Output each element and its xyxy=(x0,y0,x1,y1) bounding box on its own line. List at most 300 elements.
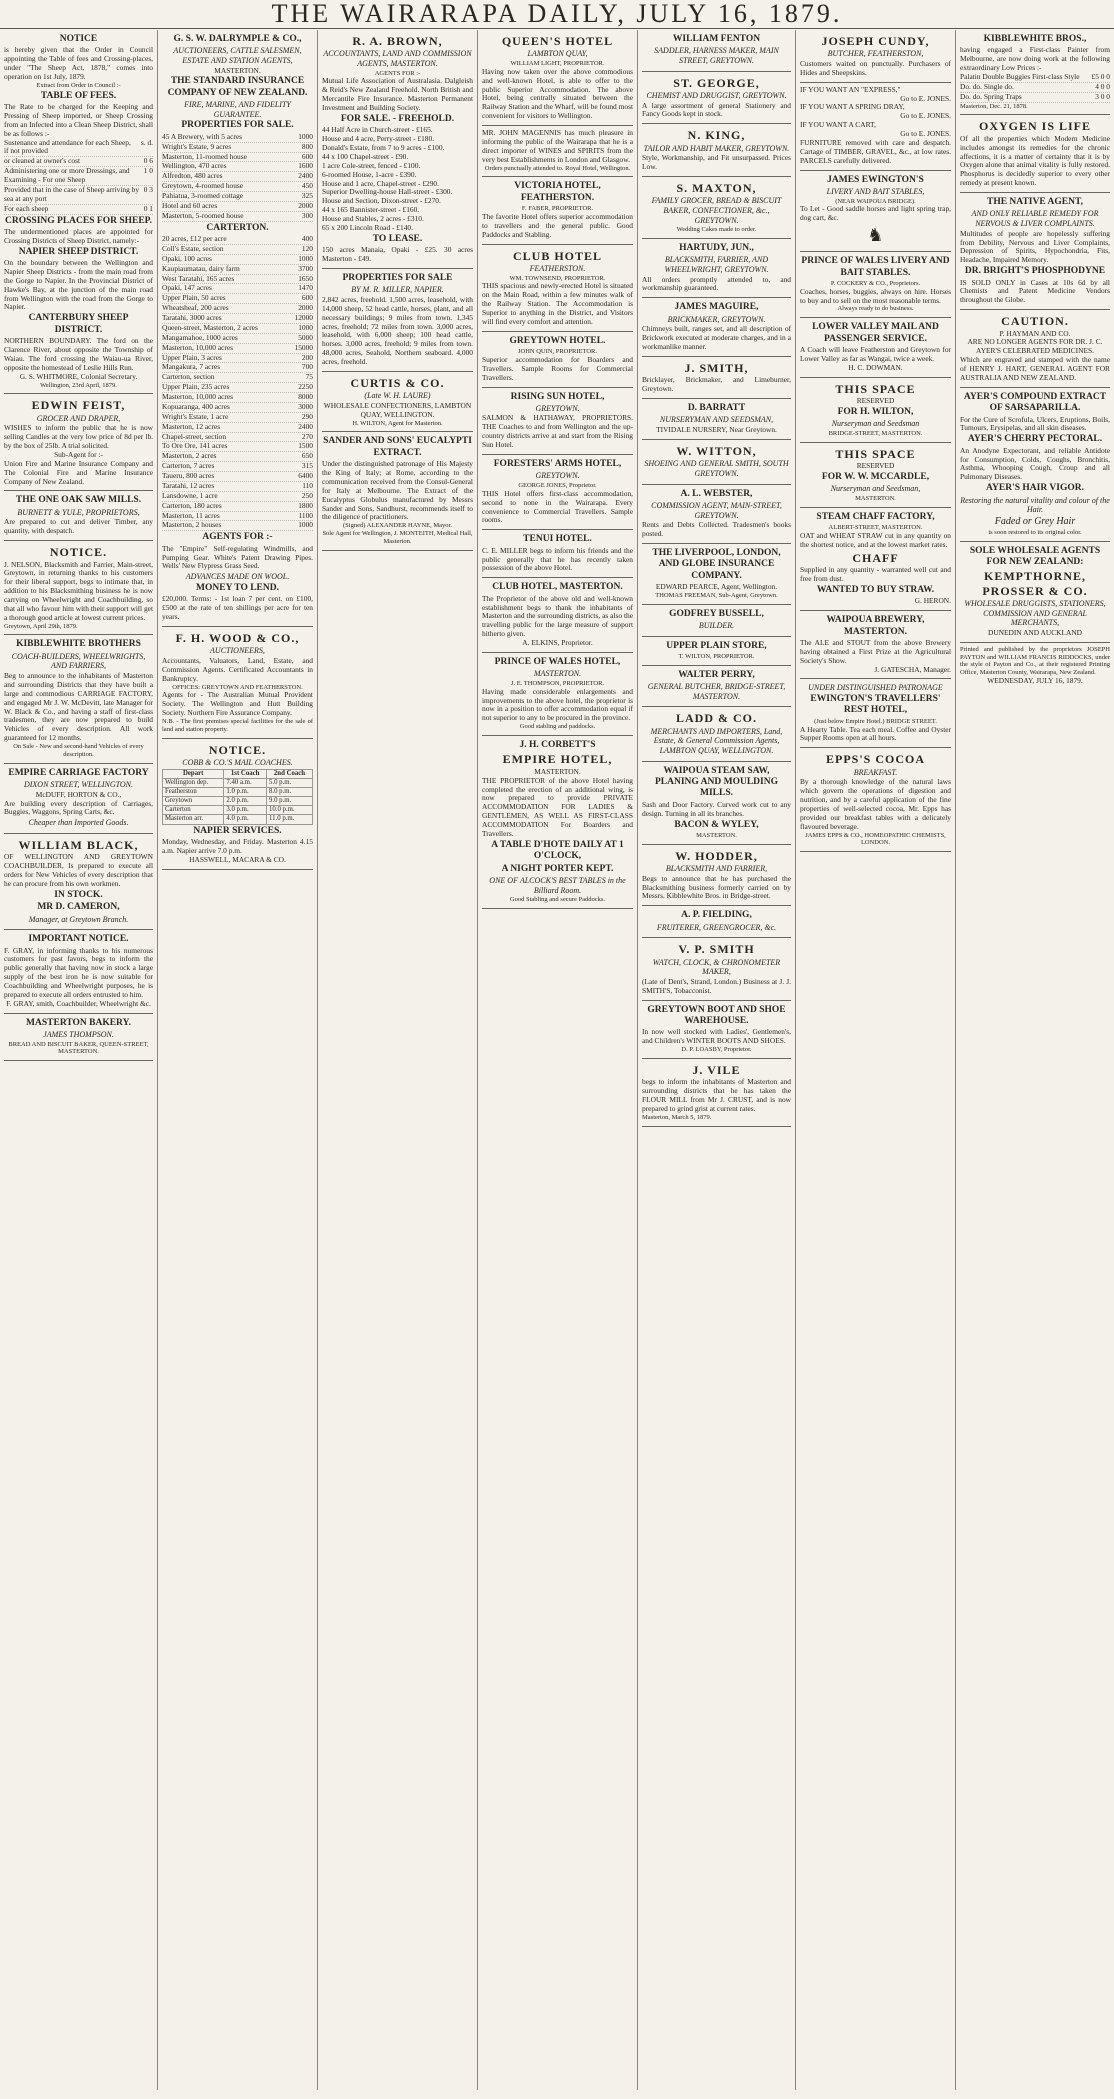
george-heading: ST. GEORGE, xyxy=(673,75,760,90)
club-prop: WM. TOWNSEND, PROPRIETOR. xyxy=(509,274,606,282)
witton-sub: SHOEING AND GENERAL SMITH, SOUTH GREYTOWN. xyxy=(644,459,789,478)
barratt-ad xyxy=(642,399,791,440)
space2-reserved: RESERVED xyxy=(856,461,895,471)
advances: ADVANCES MADE ON WOOL. xyxy=(185,572,290,582)
list-item: Masterton, 5-roomed house 300 xyxy=(162,210,313,220)
waipoua-heading: WAIPOUA STEAM SAW, PLANING AND MOULDING MILLS. xyxy=(655,765,778,799)
kempthorne-cities: DUNEDIN AND AUCKLAND xyxy=(987,627,1083,637)
express-line-2: IF YOU WANT A SPRING DRAY, xyxy=(800,102,905,112)
canterbury-heading: CANTERBURY SHEEP DISTRICT. xyxy=(28,313,129,335)
corbett-town: MASTERTON. xyxy=(534,766,581,776)
list-item: Masterton, 10,000 acres 15000 xyxy=(162,342,313,352)
list-item: Masterton, 2 houses 1000 xyxy=(162,520,313,530)
native-body: Multitudes of people are hopelessly suffering from Debility, Nervous and Liver Complaints, Depression of Spirits, Hypochondria, Fits, Headache, Impaired Memory. xyxy=(960,228,1110,265)
prince-body: Having made considerable enlargements and improvements to the above hotel, the proprietor is now in a position to offer accommodation equal if not superior to any to be procured in the province. xyxy=(482,686,633,723)
liverpool-ad xyxy=(642,544,791,605)
ladd-heading: LADD & CO. xyxy=(676,711,757,726)
hair-sub: Restoring the natural vitality and colour of the Hair. xyxy=(960,495,1110,515)
ewington-body: To Let - Good saddle horses and light spring trap, dog cart, &c. xyxy=(800,204,951,223)
fenton-ad xyxy=(642,30,791,72)
sale-item: House and 4 acre, Perry-street - £180. xyxy=(322,134,435,144)
props-heading: PROPERTIES FOR SALE xyxy=(342,272,453,283)
hodder-ad xyxy=(642,845,791,907)
firm-sub: AUCTIONEERS, CATTLE SALESMEN, ESTATE AND STATION AGENTS, xyxy=(173,46,302,65)
masthead: THE WAIRARAPA DAILY, JULY 16, 1879. xyxy=(0,0,1114,29)
foresters-heading: FORESTERS' ARMS HOTEL, xyxy=(493,458,622,469)
maguire-sub: BRICKMAKER, GREYTOWN. xyxy=(667,314,766,324)
edwin-agent-body: Union Fire and Marine Insurance Company and The Colonial Fire and Marine Insurance Company of New Zealand. xyxy=(4,458,153,486)
list-item: Wellington, 470 acres 1600 xyxy=(162,161,313,171)
furniture-body: FURNITURE removed with care and despatch. Cartage of TIMBER, GRAVEL, &c., at low rates. PARCELS carefully delivered. xyxy=(800,137,951,165)
wood-foot: N.B. - The first premises special facilities for the sale of land and station property. xyxy=(162,717,313,733)
wood-body: Accountants, Valuators, Land, Estate, and Commission Agents. Certificated Accountants in Bankruptcy. xyxy=(162,655,313,683)
perry-heading: WALTER PERRY, xyxy=(678,669,755,680)
liverpool-sub: EDWARD PEARCE, Agent, Wellington. xyxy=(655,582,778,592)
club-heading: CLUB HOTEL xyxy=(512,248,603,263)
imprint xyxy=(960,643,1110,690)
sander-signature: (Signed) ALEXANDER HAYNE, Mayor. xyxy=(343,522,452,530)
list-item: Palatin Double Buggies First-class Style £5 0 0 xyxy=(960,72,1110,82)
rising-sun-ad xyxy=(482,388,633,455)
list-item: Greytown, 4-roomed house 450 xyxy=(162,181,313,191)
napier-service-heading: NAPIER SERVICES. xyxy=(193,825,282,836)
napier-body: On the boundary between the Wellington and Napier Sheep Districts - from the main road from the Gorge to Napier. In the Provincial District of Hawke's Bay, at the junction of the main road from Wellington with the road from the Gorge to Napier. xyxy=(4,258,153,312)
greytown-hotel-ad xyxy=(482,332,633,388)
canterbury-body: NORTHERN BOUNDARY. The ford on the Clarence River, about opposite the Township of Waiau. The ford crossing the Waiau-ua River, opposite the homestead of Leslie Hills Run. xyxy=(4,336,153,372)
smith2-heading: V. P. SMITH xyxy=(678,942,755,957)
club-hotel-ad xyxy=(482,245,633,332)
epps-ad xyxy=(800,748,951,852)
phosphodyne-sub: IS SOLD ONLY in Cases at 10s 6d by all Chemists and Patent Medicine Vendors throughout the Globe. xyxy=(960,277,1110,305)
epps-sub: BREAKFAST. xyxy=(853,767,898,777)
magennis-body: MR. JOHN MAGENNIS has much pleasure in informing the public of the Wairarapa that he is a direct importer of WINES and SPIRITS from the very best Establishments in London and Glasgow. xyxy=(482,128,633,164)
fee-row: For each sheep 0 1 xyxy=(4,203,153,213)
ewington-ad xyxy=(800,171,951,253)
column-5 xyxy=(638,30,796,2090)
list-item: Kopuaranga, 400 acres 3000 xyxy=(162,401,313,411)
dowman-signature: H. C. DOWMAN. xyxy=(848,362,903,372)
webster-sub: COMMISSION AGENT, MAIN-STREET, GREYTOWN. xyxy=(651,500,782,520)
lower-valley-ad xyxy=(800,318,951,377)
timetable-header: 1st Coach xyxy=(224,769,267,778)
lease-heading: TO LEASE. xyxy=(372,233,423,244)
sale-item: Superior Dwelling-house Hall-street - £300. xyxy=(322,187,453,197)
column-2 xyxy=(158,30,318,2090)
rising-heading: RISING SUN HOTEL, xyxy=(510,391,605,402)
maxton-ad xyxy=(642,177,791,239)
space-mccardle-sub: Nurseryman and Seedsman, xyxy=(830,484,921,494)
bussell-ad xyxy=(642,605,791,637)
caution-heading: CAUTION. xyxy=(1001,314,1069,329)
prince-sub: MASTERTON. xyxy=(533,669,582,679)
notice-heading: NOTICE xyxy=(59,34,98,44)
corbett-body: THE PROPRIETOR of the above Hotel having completed the erection of an additional wing, is now prepared to provide PRIVATE ACCOMMODATION FOR LADIES & GENTLEMEN, AS WELL AS FIRST-CLASS ACCOMMODATION For Boarders and Travellers. xyxy=(482,775,633,838)
foresters-ad xyxy=(482,455,633,530)
agents-body: The "Empire" Self-regulating Windmills, and Pumping Gear. White's Patent Drawing Pipes. Wells' New Flypress Grass Seed. xyxy=(162,543,313,571)
wood-offices: OFFICES: GREYTOWN AND FEATHERSTON. xyxy=(172,683,303,691)
sander-body: Under the distinguished patronage of His Majesty the King of Italy; at Rome, according to the communication received from the Consul-General for Italy at Melbourne. The Extract of the Eucalyptus Globulus manufactured by Messrs Sander and Sons, Sandhurst, recommends itself to the diligence of practitioners. xyxy=(322,459,473,522)
curtis-ad xyxy=(322,372,473,433)
timetable-header: Depart xyxy=(163,769,224,778)
tenui-body: C. E. MILLER begs to inform his friends and the public generally that he has recently taken possession of the above Hotel. xyxy=(482,545,633,573)
list-item: Alfredton, 480 acres 2400 xyxy=(162,171,313,181)
greytown-prop: JOHN QUIN, PROPRIETOR. xyxy=(518,348,597,356)
heron-signature: G. HERON. xyxy=(914,596,951,606)
barratt-sub: NURSERYMAN AND SEEDSMAN, xyxy=(659,415,774,425)
straw-heading: WANTED TO BUY STRAW. xyxy=(816,584,935,595)
ayer-ad xyxy=(960,388,1110,542)
king-ad xyxy=(642,124,791,177)
curtis-body: WHOLESALE CONFECTIONERS, LAMBTON QUAY, WELLINGTON. xyxy=(323,400,472,419)
list-item: West Taratahi, 165 acres 1650 xyxy=(162,273,313,283)
steam-body: OAT and WHEAT STRAW cut in any quantity on the shortest notice, and at the lowest market rates. xyxy=(800,530,951,549)
wood-sub: AUCTIONEERS, xyxy=(210,646,265,656)
foresters-sub: GREYTOWN. xyxy=(535,471,580,481)
fee-row: Sustenance and attendance for each Sheep, if not provided s. d. xyxy=(4,137,153,156)
vile-heading: J. VILE xyxy=(692,1062,741,1077)
kibble-heading: KIBBLEWHITE BROTHERS xyxy=(16,639,141,650)
cherry-body: An Anodyne Expectorant, and reliable Antidote for Consumption, Colds, Coughs, Bronchitis, Asthma, Whooping Cough, Croup and all Pulmonary Diseases. xyxy=(960,445,1110,482)
fees-list xyxy=(4,139,153,215)
edwin-sub: GROCER AND DRAPER, xyxy=(36,413,121,423)
queens-heading: QUEEN'S HOTEL xyxy=(501,34,614,48)
list-item: Masterton, 10,000 acres 8000 xyxy=(162,392,313,402)
webster-ad xyxy=(642,485,791,544)
oxygen-body: Of all the properties which Modern Medicine includes amongst its remedies for the chronic affections, it is a matter of certainty that it is by Oxygen alone that animal vitality is fully restored. Phosphorus is decidedly superior to every other remedy at present known. xyxy=(960,133,1110,188)
wood-agents: Agents for - The Australian Mutual Provident Society. The Wellington and Hutt Building Society. Northern Fire Assurance Company. xyxy=(162,690,313,718)
barratt-heading: D. BARRATT xyxy=(687,403,746,414)
victoria-prop: F. FABER, PROPRIETOR. xyxy=(521,205,594,213)
corbett-ales: ONE OF ALCOCK'S BEST TABLES in the Billiard Room. xyxy=(489,875,626,895)
perry-ad xyxy=(642,666,791,708)
smith-ad xyxy=(642,357,791,399)
brewery-body: The ALE and STOUT from the above Brewery having obtained a First Prize at the Agricultural Society's Show. xyxy=(800,637,951,665)
brown-body: Mutual Life Association of Australasia. Dalgleish & Reid's New Zealand Freehold. North British and Mercantile Fire Insurance. Masterton Permanent Investment and Building Society. xyxy=(322,76,473,112)
column-4 xyxy=(478,30,638,2090)
boot-ad xyxy=(642,1001,791,1059)
upper-plain-sub: T. WILTON, PROPRIETOR. xyxy=(678,653,755,661)
caution-body: ARE NO LONGER AGENTS FOR DR. J. C. AYER'S CELEBRATED MEDICINES. xyxy=(967,337,1103,356)
list-item: Kaupiaumatau, dairy farm 3700 xyxy=(162,263,313,273)
rising-body: SALMON & HATHAWAY, PROPRIETORS. THE Coaches to and from Wellington and the up-country districts arrive at and start from the Rising Sun Hotel. xyxy=(482,413,633,450)
dalrymple-ad xyxy=(162,30,313,627)
maguire-body: Chimneys built, ranges set, and all description of Brickwork executed at moderate charges, and in a workmanlike manner. xyxy=(642,324,791,352)
ewington-near: (NEAR WAIPOUA BRIDGE). xyxy=(835,197,916,205)
sale-items xyxy=(322,126,473,233)
upper-plain-ad xyxy=(642,637,791,666)
bacon-heading: BACON & WYLEY, xyxy=(674,819,759,830)
edwin-agent-heading: Sub-Agent for :- xyxy=(54,449,103,459)
kibble-foot: On Sale - New and second-hand Vehicles of every description. xyxy=(13,743,144,758)
carterton-heading: CARTERTON. xyxy=(206,222,269,233)
bussell-heading: GODFREY BUSSELL, xyxy=(669,608,764,619)
corbett-heading: J. H. CORBETT'S xyxy=(519,740,596,750)
saw-heading: THE ONE OAK SAW MILLS. xyxy=(15,495,142,506)
list-item: Masterton, 11-roomed house 600 xyxy=(162,151,313,161)
queens-sub: LAMBTON QUAY, xyxy=(527,49,588,59)
insurance-sub: FIRE, MARINE, AND FIDELITY GUARANTEE. xyxy=(184,100,291,119)
clubm-heading: CLUB HOTEL, MASTERTON. xyxy=(492,582,623,593)
list-item: Wright's Estate, 1 acre 290 xyxy=(162,411,313,421)
upper-plain-heading: UPPER PLAIN STORE, xyxy=(666,640,767,651)
agents-heading: SOLE WHOLESALE AGENTS FOR NEW ZEALAND: xyxy=(969,545,1101,567)
george-body: A large assortment of general Stationery and Fancy Goods kept in stock. xyxy=(642,100,791,119)
sale-item: 44 x 165 Bannister-street - £160. xyxy=(322,205,420,215)
timetable-row: Greytown 2.0 p.m. 9.0 p.m. xyxy=(163,797,313,806)
signature-date: Wellington, 23rd April, 1879. xyxy=(40,381,117,389)
express-line-3: IF YOU WANT A CART, xyxy=(800,120,876,130)
maxton-sub: FAMILY GROCER, BREAD & BISCUIT BAKER, CONFECTIONER, &c., GREYTOWN. xyxy=(651,196,782,225)
agents-heading: AGENTS FOR :- xyxy=(202,532,273,543)
edwin-feist-ad xyxy=(4,394,153,491)
chaff-factory-ad xyxy=(800,508,951,611)
bakery-ad xyxy=(4,1014,153,1062)
smith2-body: (Late of Dent's, Strand, London.) Business at J. J. SMITH'S, Tobacconist. xyxy=(642,976,791,995)
ayer-body: For the Cure of Scrofula, Ulcers, Eruptions, Boils, Tumours, Erysipelas, and all skin diseases. xyxy=(960,414,1110,433)
webster-heading: A. L. WEBSTER, xyxy=(680,488,753,499)
king-sub: TAILOR AND HABIT MAKER, GREYTOWN. xyxy=(643,143,790,153)
empire-firm: McDUFF, HORTON & CO., xyxy=(35,789,122,799)
sale-item: 44 x 100 Chapel-street - £90. xyxy=(322,151,409,161)
smith-heading: J. SMITH, xyxy=(684,360,749,375)
prince-livery-heading: PRINCE OF WALES LIVERY AND BAIT STABLES. xyxy=(801,256,950,278)
stock-heading: IN STOCK. xyxy=(54,889,103,900)
bakery-heading: MASTERTON BAKERY. xyxy=(26,1017,131,1028)
table-of-fees-title: TABLE OF FEES. xyxy=(40,90,117,101)
list-item: 45 A Brewery, with 5 acres 1000 xyxy=(162,131,313,141)
victoria-heading: VICTORIA HOTEL, FEATHERSTON. xyxy=(514,181,601,203)
list-item: Taratahi, 3000 acres 12000 xyxy=(162,313,313,323)
imprint-body: Printed and published by the proprietors JOSEPH PAYTON and WILLIAM FRANCIS RIDDOCKS, under the style of Payton and Co., at their registered Printing Office, Masterton County, Wairarapa, New Zealand. xyxy=(960,645,1110,677)
kibble7-date: Masterton, Dec. 21, 1878. xyxy=(960,102,1028,110)
notice2-body: J. NELSON, Blacksmith and Farrier, Main-street, Greytown, in returning thanks to his customers for their liberal support, begs to intimate that, in addition to his Blacksmithing business he is now carrying on Wheelwright and Coachbuilding, so that all who favour him with their support will get a thorough good article at lowest current prices. xyxy=(4,559,153,622)
list-item: Mangakura, 7 acres 700 xyxy=(162,362,313,372)
black-body: OF WELLINGTON AND GREYTOWN COACHBUILDER, Is prepared to execute all orders for New Vehicles of every description that he can procure from his own workmen. xyxy=(4,852,153,888)
list-item: Wheatsheaf, 200 acres 2000 xyxy=(162,303,313,313)
phosphodyne-heading: DR. BRIGHT'S PHOSPHODYNE xyxy=(964,266,1106,277)
rising-sub: GREYTOWN. xyxy=(535,403,580,413)
bussell-sub: BUILDER. xyxy=(698,621,735,631)
column-1 xyxy=(0,30,158,2090)
list-item: Taratahi, 12 acres 110 xyxy=(162,480,313,490)
express-line-1b: Go to E. JONES. xyxy=(900,93,951,103)
nelson-notice xyxy=(4,541,153,635)
list-item: Masterton, 11 acres 1100 xyxy=(162,510,313,520)
steam-sub: ALBERT-STREET, MASTERTON. xyxy=(828,524,923,532)
bacon-sub: MASTERTON. xyxy=(696,831,737,839)
club-sub: FEATHERSTON. xyxy=(529,263,586,273)
cherry-heading: AYER'S CHERRY PECTORAL. xyxy=(967,434,1103,445)
clubm-signature: A. ELKINS, Proprietor. xyxy=(522,638,593,648)
space-wilton-town: BRIDGE-STREET, MASTERTON. xyxy=(828,429,923,437)
kibblewhite-ad xyxy=(4,635,153,763)
oxygen-heading: OXYGEN IS LIFE xyxy=(978,119,1092,134)
greytown-heading: GREYTOWN HOTEL. xyxy=(509,335,606,346)
magennis-foot: Orders punctually attended to. Royal Hotel, Wellington. xyxy=(484,164,631,172)
list-item: Carterton, section 75 xyxy=(162,372,313,382)
hodder-heading: W. HODDER, xyxy=(675,848,758,863)
space-reserved: RESERVED xyxy=(856,396,895,406)
list-item: Queen-street, Masterton, 2 acres 1000 xyxy=(162,322,313,332)
extract-label: Extract from Order in Council :- xyxy=(36,81,121,89)
empire-factory-ad xyxy=(4,764,153,834)
club-masterton-ad xyxy=(482,578,633,653)
carterton-list xyxy=(162,235,313,531)
firm-heading: G. S. W. DALRYMPLE & CO., xyxy=(173,34,302,44)
list-item: To Ore Ore, 141 acres 1500 xyxy=(162,441,313,451)
price-list xyxy=(960,73,1110,103)
prince-heading: PRINCE OF WALES HOTEL, xyxy=(494,656,621,667)
crossing-heading: CROSSING PLACES FOR SHEEP. xyxy=(5,215,152,226)
list-item: Upper Plain, 235 acres 2250 xyxy=(162,382,313,392)
epps-foot: JAMES EPPS & CO., HOMEOPATHIC CHEMISTS, LONDON. xyxy=(805,831,946,847)
jones-ad xyxy=(800,83,951,171)
corbett-porter: A NIGHT PORTER KEPT. xyxy=(501,863,614,874)
sale-item: House and Stables, 2 acres - £310. xyxy=(322,214,424,224)
clubm-body: The Proprietor of the above old and well-known establishment begs to thank the inhabitants of Masterton and the surrounding districts, as also the travelling public for the large measure of support hitherto given. xyxy=(482,593,633,639)
saw-body: Are prepared to cut and deliver Timber, any quantity, with despatch. xyxy=(4,517,153,536)
vile-ad xyxy=(642,1059,791,1127)
column-7 xyxy=(956,30,1114,2090)
space-mccardle-town: MASTERTON. xyxy=(855,494,896,502)
travellers-sub: (Just below Empire Hotel.) BRIDGE STREET. xyxy=(814,717,937,725)
chaff-heading: CHAFF xyxy=(852,550,899,565)
prince-foot: Good stabling and paddocks. xyxy=(519,723,596,731)
express-line-1: IF YOU WANT AN "EXPRESS," xyxy=(800,84,901,94)
liverpool-agent: THOMAS FREEMAN, Sub-Agent, Greytown. xyxy=(655,591,778,599)
liverpool-heading: THE LIVERPOOL, LONDON, AND GLOBE INSURANCE COMPANY. xyxy=(652,547,781,581)
cockery-foot: Always ready to do business. xyxy=(837,305,914,313)
tividale: TIVIDALE NURSERY, Near Greytown. xyxy=(656,425,777,435)
caution-ad xyxy=(960,310,1110,388)
caution-engraved: Which are engraved and stamped with the name of HENRY J. HART, GENERAL AGENT FOR AUSTRALIA AND NEW ZEALAND. xyxy=(960,355,1110,382)
column-3 xyxy=(318,30,478,2090)
important-heading: IMPORTANT NOTICE. xyxy=(28,934,129,945)
list-item: Coll's Estate, section 120 xyxy=(162,243,313,253)
cundy-body: Customers waited on punctually. Purchasers of Hides and Sheepskins. xyxy=(800,58,951,77)
sale-item: House and Section, Dixon-street - £270. xyxy=(322,196,441,206)
sale-heading: FOR SALE. - FREEHOLD. xyxy=(340,113,455,124)
lease-body: 150 acres Manaia, Opaki - £25. 30 acres Masterton - £49. xyxy=(322,245,473,264)
wood-heading: F. H. WOOD & CO., xyxy=(175,630,300,645)
magennis-ad xyxy=(482,126,633,177)
george-sub: CHEMIST AND DRUGGIST, GREYTOWN. xyxy=(646,90,787,100)
epps-body: By a thorough knowledge of the natural laws which govern the operations of digestion and nutrition, and by a careful application of the fine properties of well-selected cocoa, Mr. Epps has provided our breakfast tables with a delicately flavoured beverage. xyxy=(800,777,951,831)
steam-heading: STEAM CHAFF FACTORY, xyxy=(816,511,935,522)
curtis-sub: (Late W. H. LAURE) xyxy=(364,391,431,401)
miller-properties-ad xyxy=(322,269,473,372)
insurance-heading: THE STANDARD INSURANCE COMPANY OF NEW ZEALAND. xyxy=(167,76,308,98)
properties-list xyxy=(162,133,313,222)
travellers-body: A Hearty Table. Tea each meal. Coffee and Oyster Supper Rooms open at all hours. xyxy=(800,724,951,743)
victoria-hotel-ad xyxy=(482,177,633,244)
space-wilton: FOR H. WILTON, xyxy=(837,406,914,417)
fee-row: Administering one or more Dressings, and Examining - For one Sheep 1 0 xyxy=(4,166,153,185)
space-wilton-sub: Nurseryman and Seedsman xyxy=(831,419,920,429)
cameron-heading: MR D. CAMERON, xyxy=(37,902,120,913)
boot-signature: D. P. LOASBY, Proprietor. xyxy=(681,1046,752,1054)
napier-heading: NAPIER SHEEP DISTRICT. xyxy=(18,246,139,257)
empire-hotel-ad xyxy=(482,736,633,909)
maxton-body: Wedding Cakes made to order. xyxy=(676,226,757,234)
empire-sub: DIXON STREET, WELLINGTON. xyxy=(23,780,134,790)
witton-heading: W. WITTON, xyxy=(676,443,757,458)
faded-heading: Faded or Grey Hair xyxy=(994,515,1076,527)
ewington-sub: LIVERY AND BAIT STABLES, xyxy=(826,187,925,196)
waipoua-body: Sash and Door Factory. Curved work cut to any design. Turning in all its branches. xyxy=(642,799,791,818)
travellers-rest-ad xyxy=(800,679,951,748)
sale-item: 6-roomed House, 1-acre - £390. xyxy=(322,169,417,179)
bakery-body: BREAD AND BISCUIT BAKER, QUEEN-STREET, MASTERTON. xyxy=(8,1040,149,1056)
notice-body: is hereby given that the Order in Council appointing the Table of fees and Crossing-places, under "The Sheep Act, 1878," comes into operation on 1st July, 1879. xyxy=(4,45,153,82)
foresters-body: THIS Hotel offers first-class accommodation, second to none in the Wairarapa. Every convenience to Commercial Travellers. Sample rooms. xyxy=(482,488,633,525)
brown-heading: R. A. BROWN, xyxy=(352,34,443,48)
brown-ad xyxy=(322,30,473,269)
lower-valley-body: A Coach will leave Featherston and Greytown for Lower Valley as far as Wangai, twice a week. xyxy=(800,345,951,363)
smith-body: Bricklayer, Brickmaker, and Limeburner, Greytown. xyxy=(642,375,791,394)
patronage: UNDER DISTINGUISHED PATRONAGE xyxy=(808,683,943,693)
firm-town: MASTERTON. xyxy=(214,65,261,75)
witton-ad xyxy=(642,440,791,485)
prince-prop: J. E. THOMPSON, PROPRIETOR. xyxy=(510,679,605,687)
kempthorne-ad xyxy=(960,542,1110,643)
queens-body: Having now taken over the above commodious and well-known Hotel, is able to offer to the public Superior Accommodation. The above Hotel, being centrally situated between the Railway Station and the Wharf, will be found most convenient for visitors to Wellington. xyxy=(482,66,633,121)
king-heading: N. KING, xyxy=(687,128,746,143)
notice2-heading: NOTICE. xyxy=(49,545,108,560)
important-body: F. GRAY, in informing thanks to his numerous customers for past favors, begs to inform the public generally that having now in stock a large supply of the best iron he is now suitable for Coachbuilding and Wheelwright purposes, he is prepared to execute all orders entrusted to him. xyxy=(4,945,153,999)
timetable-row: Masterton arr. 4.0 p.m. 11.0 p.m. xyxy=(163,815,313,824)
hodder-sub: BLACKSMITH AND FARRIER, xyxy=(665,864,768,874)
napier-service-body: Monday, Wednesday, and Friday. Masterton 4.15 a.m. Napier arrive 7.0 p.m. xyxy=(162,836,313,855)
native-agent-ad xyxy=(960,193,1110,310)
ewington-heading: JAMES EWINGTON'S xyxy=(827,174,924,185)
prince-hotel-ad xyxy=(482,653,633,736)
hartudy-sub: BLACKSMITH, FARRIER, AND WHEELWRIGHT, GREYTOWN. xyxy=(664,255,769,274)
hartudy-heading: HARTUDY, JUN., xyxy=(679,243,754,254)
fee-row: Provided that in the case of Sheep arriving by sea at any port 0 3 xyxy=(4,184,153,203)
sale-item: 1 acre Cole-street, fenced - £100. xyxy=(322,160,421,170)
space-heading: THIS SPACE xyxy=(835,381,916,396)
faded-sub: is soon restored to its original color. xyxy=(988,528,1082,536)
queens-hotel-ad xyxy=(482,30,633,126)
perry-sub: GENERAL BUTCHER, BRIDGE-STREET, MASTERTON. xyxy=(647,682,786,701)
kibblewhite-painter-ad xyxy=(960,30,1110,115)
list-item: Lansdowne, 1 acre 250 xyxy=(162,490,313,500)
edwin-heading: EDWIN FEIST, xyxy=(31,398,126,413)
list-item: Upper Plain, 3 acres 200 xyxy=(162,352,313,362)
maguire-ad xyxy=(642,298,791,357)
fielding-sub: FRUITERER, GREENGROCER, &c. xyxy=(656,922,777,932)
edwin-body: WISHES to inform the public that he is now selling Candles at the very low price of 8d per lb. by the box of 25lb. A trial solicited. xyxy=(4,423,153,451)
express-line-3b: Go to E. JONES. xyxy=(900,129,951,139)
king-body: Style, Workmanship, and Fit unsurpassed. Prices Low. xyxy=(642,153,791,172)
victoria-body: The favorite Hotel offers superior accommodation to travellers and the general public. Good Paddocks and Stabling. xyxy=(482,211,633,239)
curtis-foot: H. WILTON, Agent for Masterton. xyxy=(352,419,443,427)
fees-intro: The Rate to be charged for the Keeping and Pressing of Sheep imported, or Sheep Crossing from an Infected into a Clean Sheep District, shall be as follows :- xyxy=(4,102,153,138)
william-black-ad xyxy=(4,834,153,930)
list-item: Mangamahoe, 1000 acres 5000 xyxy=(162,332,313,342)
timetable-row: Wellington dep. 7.40 a.m. 5.0 p.m. xyxy=(163,778,313,787)
important-notice xyxy=(4,930,153,1014)
travellers-heading: EWINGTON'S TRAVELLERS' REST HOTEL, xyxy=(810,693,941,716)
wood-ad xyxy=(162,627,313,739)
tenui-ad xyxy=(482,530,633,578)
sale-item: House and 1 acre, Chapel-street - £290. xyxy=(322,178,439,188)
list-item: Carterton, 7 acres 315 xyxy=(162,461,313,471)
coach-heading: NOTICE. xyxy=(208,742,267,757)
column-6 xyxy=(796,30,956,2090)
club-body: THIS spacious and newly-erected Hotel is situated on the Main Road, within a few minutes walk of the Railway Station. The Accommodation is Superior to anything in the District, and Visitors will find every comfort and attention. xyxy=(482,281,633,326)
